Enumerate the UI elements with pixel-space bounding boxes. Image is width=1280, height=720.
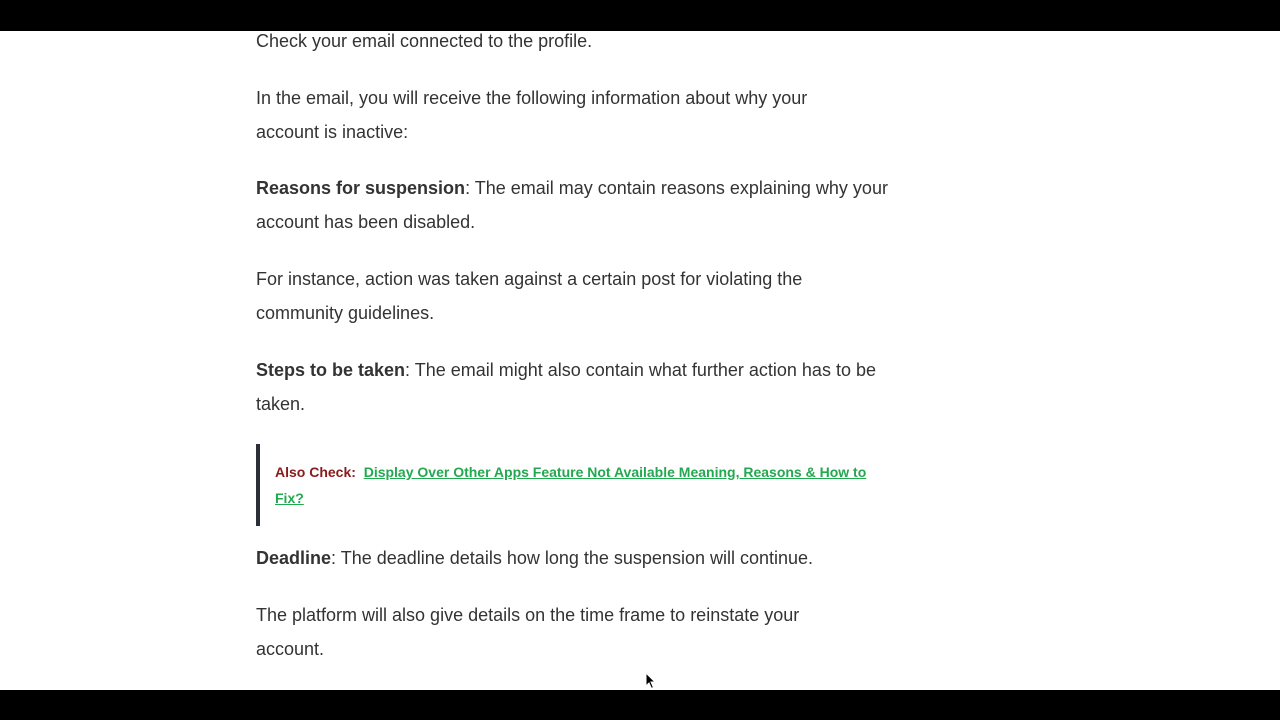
- paragraph-steps: [256, 353, 896, 421]
- paragraph-reinstate: The platform will also give details on the time frame to reinstate your account.: [256, 605, 800, 659]
- paragraph-instance: For instance, action was taken against a certain post for violating the community guidelines.: [256, 269, 803, 323]
- steps-text: : The email might also contain what further action has to be taken.: [256, 360, 876, 414]
- reasons-text: : The email may contain reasons explaining why your account has been disabled.: [256, 178, 888, 232]
- also-check-link[interactable]: Display Over Other Apps Feature Not Available Meaning, Reasons & How to Fix?: [275, 464, 867, 506]
- bottom-letterbox-bar: [0, 690, 1280, 720]
- also-check-callout: [256, 444, 896, 526]
- paragraph-reasons: [256, 171, 896, 239]
- deadline-heading: Deadline: [256, 548, 332, 568]
- also-check-label: Also Check:: [275, 464, 356, 480]
- reasons-heading: Reasons for suspension: [256, 178, 466, 198]
- steps-heading: Steps to be taken: [256, 360, 406, 380]
- paragraph-email-info: In the email, you will receive the following information about why your account is inactive:: [256, 88, 808, 142]
- mouse-cursor-icon: [645, 672, 657, 690]
- web-page: [0, 31, 1280, 690]
- paragraph-deadline: [256, 541, 896, 575]
- top-letterbox-bar: [0, 0, 1280, 31]
- paragraph-check-email: Check your email connected to the profile.: [256, 31, 593, 51]
- deadline-text: : The deadline details how long the suspension will continue.: [331, 548, 814, 568]
